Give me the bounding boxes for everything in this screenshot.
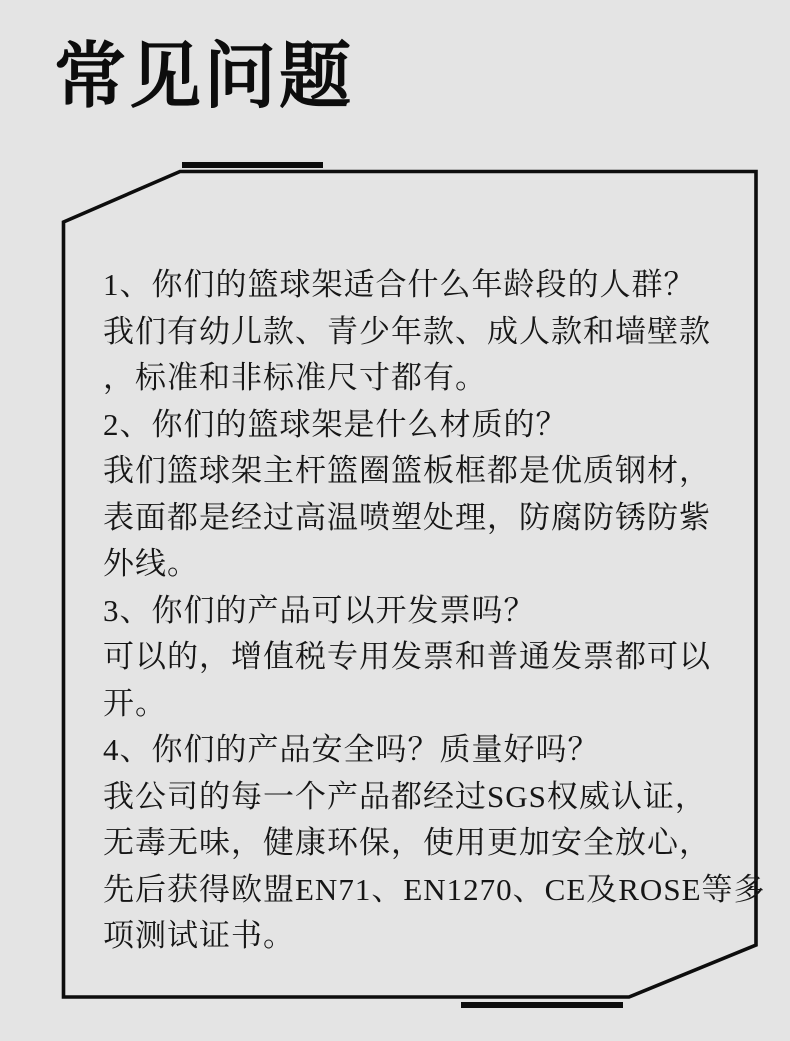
- faq-line: 我们有幼儿款、青少年款、成人款和墙壁款: [103, 313, 711, 349]
- faq-line: ，标准和非标准尺寸都有。: [103, 360, 487, 395]
- faq-line: 4、你们的产品安全吗？质量好吗？: [103, 732, 600, 767]
- faq-line: 2、你们的篮球架是什么材质的？: [103, 406, 568, 442]
- faq-text-block: [103, 262, 766, 960]
- page-title: 常见问题: [54, 37, 355, 117]
- faq-line: 1、你们的篮球架适合什么年龄段的人群？: [103, 267, 696, 302]
- faq-line: 表面都是经过高温喷塑处理，防腐防锈防紫: [103, 499, 711, 535]
- faq-line: 项测试证书。: [103, 918, 295, 953]
- faq-line: 3、你们的产品可以开发票吗？: [103, 592, 536, 628]
- faq-line: 开。: [103, 685, 167, 721]
- faq-line: 无毒无味，健康环保，使用更加安全放心，: [103, 825, 711, 860]
- faq-line: 外线。: [103, 546, 199, 581]
- faq-line: 我们篮球架主杆篮圈篮板框都是优质钢材，: [103, 453, 711, 488]
- faq-line: 我公司的每一个产品都经过SGS权威认证，: [103, 778, 707, 814]
- faq-line: 先后获得欧盟EN71、EN1270、CE及ROSE等多: [103, 871, 766, 907]
- faq-line: 可以的，增值税专用发票和普通发票都可以: [103, 639, 711, 674]
